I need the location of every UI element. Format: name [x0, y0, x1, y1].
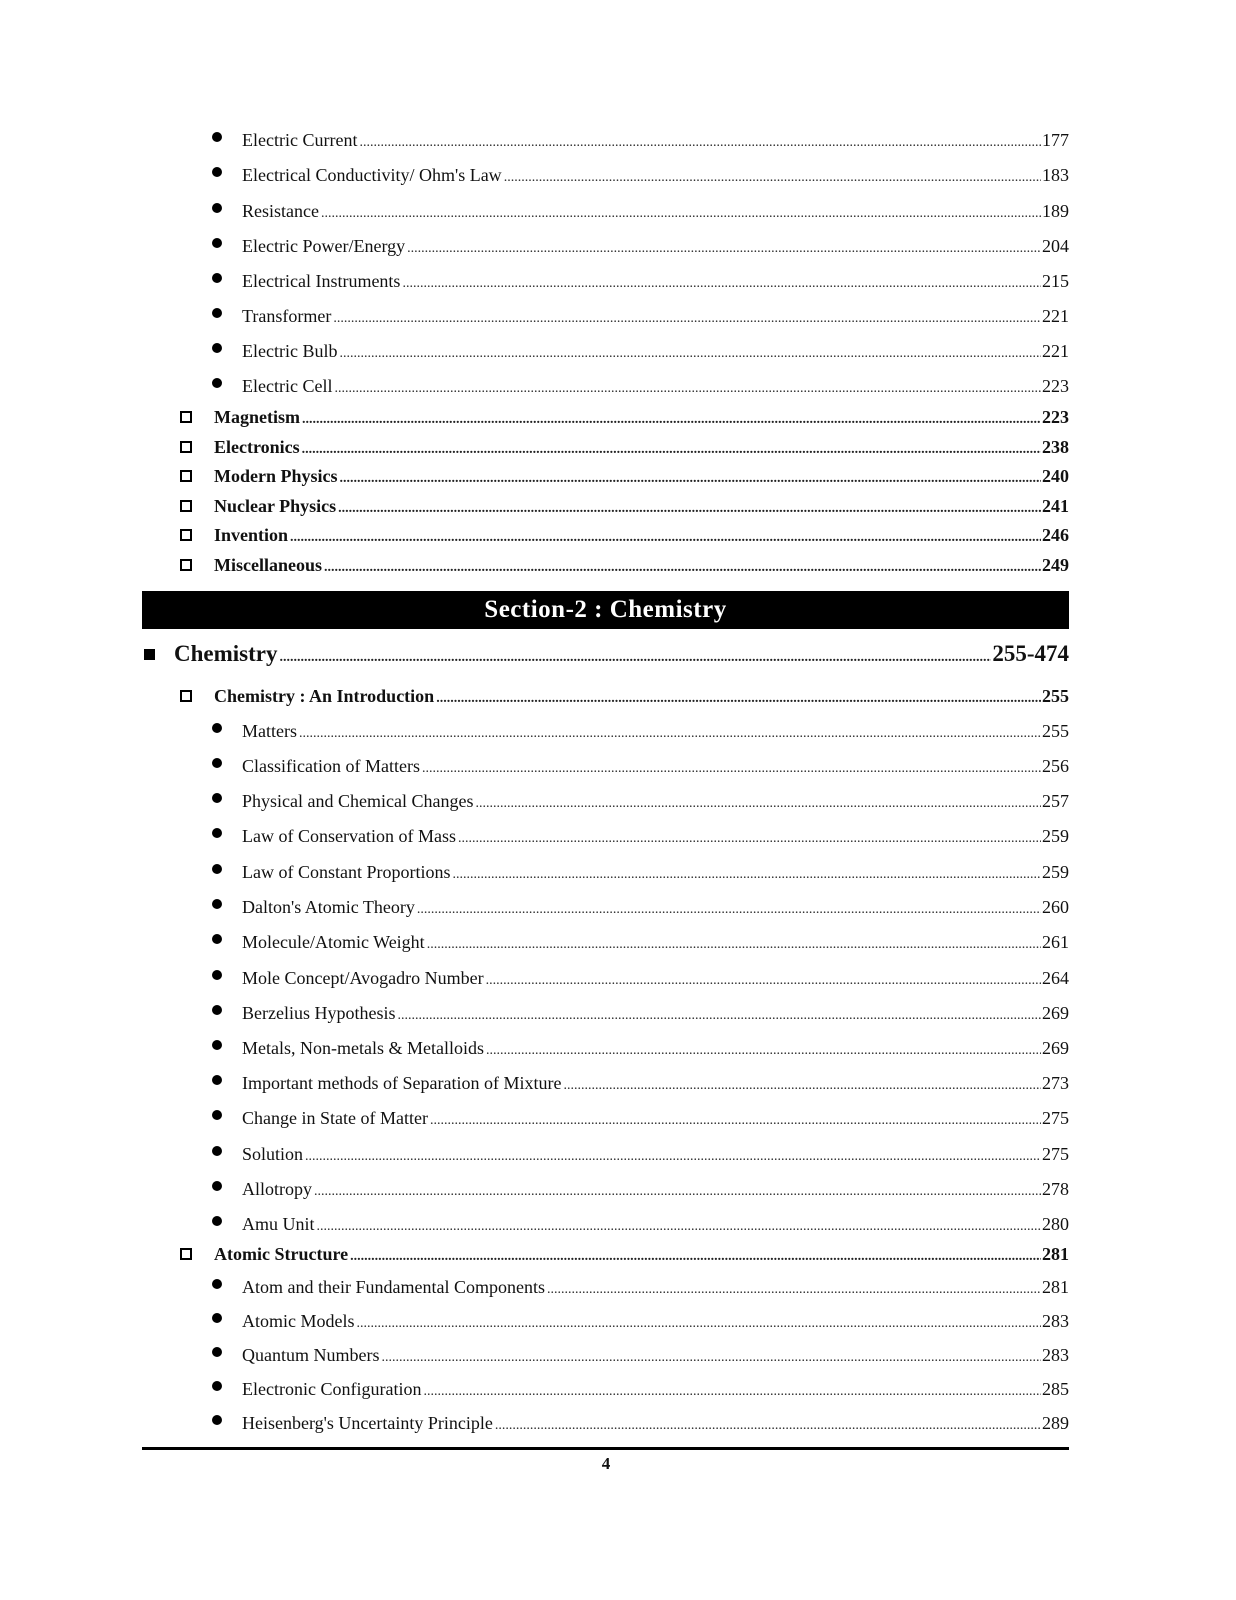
bullet-icon: [212, 723, 222, 733]
bullet-icon: [212, 1415, 222, 1425]
toc-subtopic-entry[interactable]: Classification of Matters ..... 256: [242, 756, 1069, 782]
page-ref: 281: [1042, 1277, 1069, 1297]
page-ref: 285: [1042, 1379, 1069, 1399]
bullet-icon: [212, 238, 222, 248]
toc-subtopic-entry[interactable]: Dalton's Atomic Theory ..... 260: [242, 897, 1069, 923]
toc-subtopic-entry[interactable]: Electrical Conductivity/ Ohm's Law ..... 183: [242, 165, 1069, 191]
toc-subject-entry[interactable]: Chemistry ..... 255-474: [174, 641, 1069, 673]
page-ref: 260: [1042, 897, 1069, 917]
dot-leader: [436, 691, 1041, 707]
dot-leader: [504, 170, 1041, 186]
square-box-icon: [180, 559, 192, 571]
page-ref: 177: [1042, 130, 1069, 150]
square-box-icon: [180, 470, 192, 482]
toc-subtopic-entry[interactable]: Transformer ..... 221: [242, 306, 1069, 332]
bullet-icon: [212, 167, 222, 177]
page-ref: 240: [1042, 466, 1069, 486]
toc-topic-entry[interactable]: Electronics ..... 238: [214, 437, 1069, 463]
dot-leader: [299, 726, 1041, 742]
toc-subtopic-entry[interactable]: Law of Conservation of Mass ..... 259: [242, 826, 1069, 852]
dot-leader: [321, 206, 1041, 222]
toc-subtopic-entry[interactable]: Quantum Numbers ..... 283: [242, 1345, 1069, 1371]
bullet-icon: [212, 1279, 222, 1289]
section-banner: [142, 591, 1069, 629]
bullet-icon: [212, 203, 222, 213]
bullet-icon: [212, 1347, 222, 1357]
toc-subtopic-entry[interactable]: Physical and Chemical Changes ..... 257: [242, 791, 1069, 817]
bullet-icon: [212, 1110, 222, 1120]
bullet-icon: [212, 1040, 222, 1050]
page-ref: 259: [1042, 826, 1069, 846]
page-ref: 275: [1042, 1108, 1069, 1128]
page-ref: 278: [1042, 1179, 1069, 1199]
toc-subtopic-entry[interactable]: Atomic Models ..... 283: [242, 1311, 1069, 1337]
dot-leader: [359, 135, 1041, 151]
page-ref: 257: [1042, 791, 1069, 811]
page-ref: 238: [1042, 437, 1069, 457]
dot-leader: [334, 381, 1041, 397]
page-ref: 246: [1042, 525, 1069, 545]
toc-topic-entry[interactable]: Magnetism ..... 223: [214, 407, 1069, 433]
bullet-icon: [212, 899, 222, 909]
dot-leader: [453, 867, 1042, 883]
page-ref: 223: [1042, 407, 1069, 427]
bullet-icon: [212, 758, 222, 768]
toc-subtopic-entry[interactable]: Electric Bulb ..... 221: [242, 341, 1069, 367]
dot-leader: [302, 442, 1041, 458]
toc-subtopic-entry[interactable]: Resistance ..... 189: [242, 201, 1069, 227]
bullet-icon: [212, 1381, 222, 1391]
page-range: 255-474: [992, 641, 1069, 666]
dot-leader: [397, 1008, 1041, 1024]
page-number: 4: [601, 1454, 611, 1473]
dot-leader: [338, 501, 1041, 517]
page-ref: 223: [1042, 376, 1069, 396]
toc-subtopic-entry[interactable]: Law of Constant Proportions ..... 259: [242, 862, 1069, 888]
page-ref: 255: [1042, 721, 1069, 741]
dot-leader: [486, 1043, 1041, 1059]
square-box-icon: [180, 1248, 192, 1260]
page-ref: 221: [1042, 306, 1069, 326]
page-ref: 255: [1042, 686, 1069, 706]
dot-leader: [563, 1078, 1041, 1094]
square-box-icon: [180, 500, 192, 512]
dot-leader: [430, 1113, 1041, 1129]
page-ref: 269: [1042, 1003, 1069, 1023]
square-box-icon: [180, 690, 192, 702]
bullet-icon: [212, 343, 222, 353]
dot-leader: [458, 831, 1041, 847]
bullet-icon: [212, 132, 222, 142]
toc-subtopic-entry[interactable]: Change in State of Matter ..... 275: [242, 1108, 1069, 1134]
toc-subtopic-entry[interactable]: Allotropy ..... 278: [242, 1179, 1069, 1205]
filled-square-icon: [144, 649, 155, 660]
toc-subtopic-entry[interactable]: Amu Unit ..... 280: [242, 1214, 1069, 1240]
dot-leader: [317, 1219, 1041, 1235]
dot-leader: [333, 311, 1041, 327]
bullet-icon: [212, 970, 222, 980]
dot-leader: [486, 973, 1041, 989]
bullet-icon: [212, 1005, 222, 1015]
page-ref: 275: [1042, 1144, 1069, 1164]
bullet-icon: [212, 1313, 222, 1323]
dot-leader: [314, 1184, 1041, 1200]
dot-leader: [381, 1350, 1041, 1366]
toc-topic-entry[interactable]: Miscellaneous ..... 249: [214, 555, 1069, 581]
toc-subtopic-entry[interactable]: Matters ..... 255: [242, 721, 1069, 747]
page-ref: 261: [1042, 932, 1069, 952]
dot-leader: [407, 241, 1041, 257]
page-ref: 264: [1042, 968, 1069, 988]
toc-subtopic-entry[interactable]: Electric Power/Energy ..... 204: [242, 236, 1069, 262]
toc-subtopic-entry[interactable]: Berzelius Hypothesis ..... 269: [242, 1003, 1069, 1029]
page-ref: 189: [1042, 201, 1069, 221]
dot-leader: [350, 1249, 1041, 1265]
bullet-icon: [212, 273, 222, 283]
dot-leader: [279, 650, 991, 666]
dot-leader: [422, 761, 1041, 777]
toc-topic-entry[interactable]: Invention ..... 246: [214, 525, 1069, 551]
toc-subtopic-entry[interactable]: Electronic Configuration ..... 285: [242, 1379, 1069, 1405]
page-ref: 273: [1042, 1073, 1069, 1093]
dot-leader: [423, 1384, 1041, 1400]
dot-leader: [324, 560, 1041, 576]
footer-divider: [142, 1447, 1069, 1450]
toc-topic-entry[interactable]: Atomic Structure ..... 281: [214, 1244, 1069, 1270]
square-box-icon: [180, 411, 192, 423]
toc-subtopic-entry[interactable]: Solution ..... 275: [242, 1144, 1069, 1170]
bullet-icon: [212, 864, 222, 874]
bullet-icon: [212, 828, 222, 838]
square-box-icon: [180, 529, 192, 541]
toc-subtopic-entry[interactable]: Electrical Instruments ..... 215: [242, 271, 1069, 297]
bullet-icon: [212, 793, 222, 803]
dot-leader: [339, 346, 1041, 362]
page-ref: 280: [1042, 1214, 1069, 1234]
page-ref: 259: [1042, 862, 1069, 882]
page-ref: 256: [1042, 756, 1069, 776]
page-ref: 281: [1042, 1244, 1069, 1264]
page-ref: 283: [1042, 1345, 1069, 1365]
bullet-icon: [212, 1075, 222, 1085]
bullet-icon: [212, 934, 222, 944]
page-ref: 204: [1042, 236, 1069, 256]
page-ref: 289: [1042, 1413, 1069, 1433]
toc-topic-entry[interactable]: Chemistry : An Introduction ..... 255: [214, 686, 1069, 712]
dot-leader: [475, 796, 1041, 812]
toc-subtopic-entry[interactable]: Electric Current ..... 177: [242, 130, 1069, 156]
page-ref: 215: [1042, 271, 1069, 291]
dot-leader: [302, 412, 1041, 428]
page-ref: 183: [1042, 165, 1069, 185]
toc-subtopic-entry[interactable]: Mole Concept/Avogadro Number ..... 264: [242, 968, 1069, 994]
page-ref: 221: [1042, 341, 1069, 361]
square-box-icon: [180, 441, 192, 453]
dot-leader: [427, 937, 1041, 953]
dot-leader: [495, 1418, 1041, 1434]
bullet-icon: [212, 1216, 222, 1226]
page-ref: 269: [1042, 1038, 1069, 1058]
toc-topic-entry[interactable]: Modern Physics ..... 240: [214, 466, 1069, 492]
toc-subtopic-entry[interactable]: Important methods of Separation of Mixture ..... 273: [242, 1073, 1069, 1099]
toc-subtopic-entry[interactable]: Electric Cell ..... 223: [242, 376, 1069, 402]
dot-leader: [357, 1316, 1042, 1332]
dot-leader: [305, 1149, 1041, 1165]
dot-leader: [417, 902, 1041, 918]
bullet-icon: [212, 308, 222, 318]
toc-topic-entry[interactable]: Nuclear Physics ..... 241: [214, 496, 1069, 522]
bullet-icon: [212, 1181, 222, 1191]
dot-leader: [340, 471, 1042, 487]
page-ref: 241: [1042, 496, 1069, 516]
bullet-icon: [212, 378, 222, 388]
page-ref: 249: [1042, 555, 1069, 575]
dot-leader: [290, 530, 1041, 546]
page-ref: 283: [1042, 1311, 1069, 1331]
toc-subtopic-entry[interactable]: Heisenberg's Uncertainty Principle ..... 289: [242, 1413, 1069, 1439]
section-title: Section-2 : Chemistry: [484, 596, 727, 623]
dot-leader: [402, 276, 1041, 292]
bullet-icon: [212, 1146, 222, 1156]
dot-leader: [547, 1282, 1041, 1298]
toc-subtopic-entry[interactable]: Molecule/Atomic Weight ..... 261: [242, 932, 1069, 958]
toc-subtopic-entry[interactable]: Atom and their Fundamental Components ..... 281: [242, 1277, 1069, 1303]
toc-subtopic-entry[interactable]: Metals, Non-metals & Metalloids ..... 269: [242, 1038, 1069, 1064]
